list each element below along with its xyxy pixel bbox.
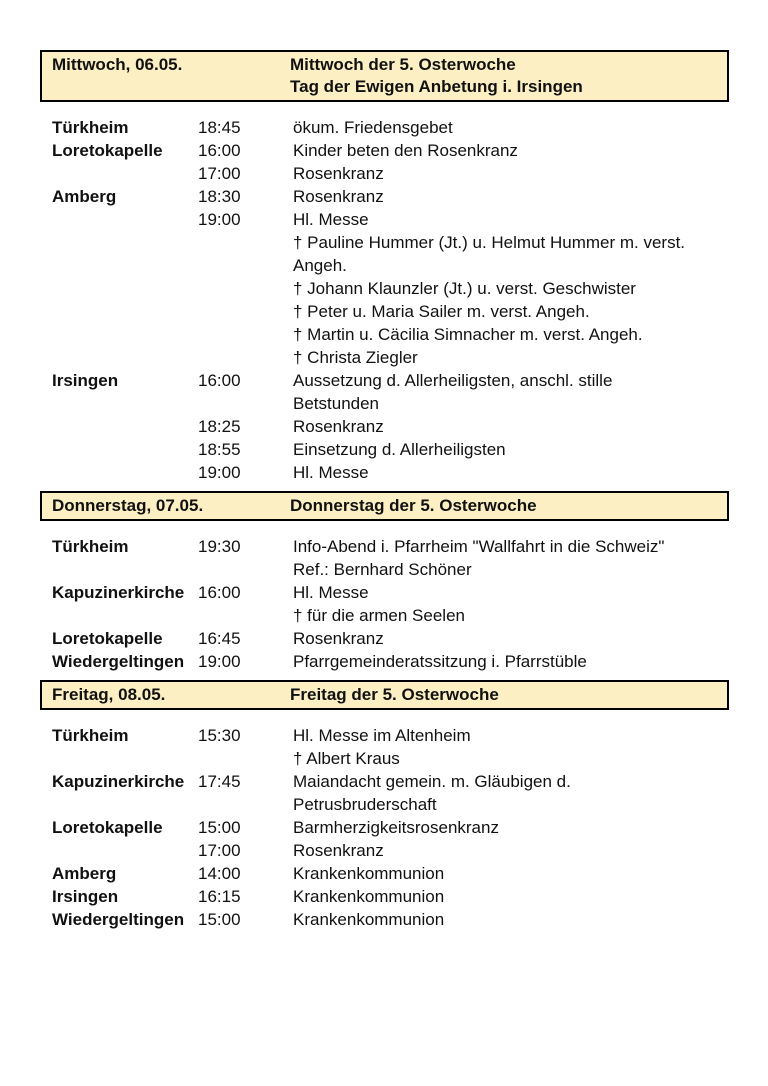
- location-cell: Türkheim: [52, 726, 129, 745]
- time-cell: 17:00: [198, 841, 241, 860]
- location-cell: Kapuzinerkirche: [52, 772, 185, 791]
- day-title-line: Tag der Ewigen Anbetung i. Irsingen: [290, 77, 583, 96]
- time-cell: 19:00: [198, 463, 241, 482]
- description-line: Barmherzigkeitsrosenkranz: [293, 818, 499, 837]
- description-line: Info-Abend i. Pfarrheim "Wallfahrt in die Schweiz": [293, 537, 665, 556]
- time-cell: 18:45: [198, 118, 241, 137]
- description-cell: [293, 839, 729, 862]
- schedule-row: [40, 162, 729, 185]
- time-cell: 16:00: [198, 141, 241, 160]
- location-cell: [52, 438, 198, 461]
- schedule-sections: [40, 50, 729, 931]
- time-cell: 14:00: [198, 864, 241, 883]
- description-cell: [293, 162, 729, 185]
- day-title-line: Mittwoch der 5. Osterwoche: [290, 55, 516, 74]
- day-title: [290, 54, 717, 98]
- description-cell: [293, 770, 729, 816]
- description-line: Pfarrgemeinderatssitzung i. Pfarrstüble: [293, 652, 587, 671]
- day-title-line: Donnerstag der 5. Osterwoche: [290, 496, 537, 515]
- location-cell: Türkheim: [52, 118, 129, 137]
- description-cell: [293, 581, 729, 627]
- schedule-row: [40, 581, 729, 627]
- description-cell: [293, 415, 729, 438]
- location-cell: Wiedergeltingen: [52, 910, 185, 929]
- schedule-row: [40, 885, 729, 908]
- schedule-row: [40, 116, 729, 139]
- description-line: † Martin u. Cäcilia Simnacher m. verst. Angeh.: [293, 325, 643, 344]
- schedule-row: [40, 185, 729, 208]
- description-line: Rosenkranz: [293, 187, 384, 206]
- description-line: Krankenkommunion: [293, 864, 445, 883]
- day-header-bar: [40, 491, 729, 521]
- schedule-row: [40, 627, 729, 650]
- time-cell: 16:00: [198, 583, 241, 602]
- description-cell: [293, 724, 729, 770]
- description-cell: [293, 650, 729, 673]
- description-line: Angeh.: [293, 256, 347, 275]
- description-cell: [293, 438, 729, 461]
- day-date: Donnerstag, 07.05.: [52, 496, 204, 515]
- schedule-row: [40, 415, 729, 438]
- description-cell: [293, 139, 729, 162]
- description-cell: [293, 627, 729, 650]
- description-cell: [293, 461, 729, 484]
- description-line: Rosenkranz: [293, 841, 384, 860]
- location-cell: Irsingen: [52, 371, 119, 390]
- day-section: [40, 50, 729, 484]
- schedule-row: [40, 839, 729, 862]
- description-line: Rosenkranz: [293, 417, 384, 436]
- description-line: † Pauline Hummer (Jt.) u. Helmut Hummer m. verst.: [293, 233, 686, 252]
- description-line: † Peter u. Maria Sailer m. verst. Angeh.: [293, 302, 590, 321]
- schedule-row: [40, 535, 729, 581]
- day-entries: [40, 724, 729, 931]
- day-section: [40, 680, 729, 931]
- description-line: Kinder beten den Rosenkranz: [293, 141, 518, 160]
- time-cell: 19:30: [198, 537, 241, 556]
- location-cell: [52, 839, 198, 862]
- time-cell: 15:00: [198, 910, 241, 929]
- schedule-row: [40, 139, 729, 162]
- schedule-row: [40, 438, 729, 461]
- day-title: [290, 495, 717, 517]
- description-cell: [293, 208, 729, 369]
- day-title: [290, 684, 717, 706]
- time-cell: 17:45: [198, 772, 241, 791]
- location-cell: Wiedergeltingen: [52, 652, 185, 671]
- description-line: Hl. Messe: [293, 210, 369, 229]
- location-cell: Irsingen: [52, 887, 119, 906]
- day-date: Freitag, 08.05.: [52, 685, 166, 704]
- location-cell: [52, 461, 198, 484]
- description-cell: [293, 369, 729, 415]
- schedule-row: [40, 650, 729, 673]
- time-cell: 17:00: [198, 164, 241, 183]
- schedule-row: [40, 816, 729, 839]
- schedule-row: [40, 461, 729, 484]
- time-cell: 18:55: [198, 440, 241, 459]
- time-cell: 15:00: [198, 818, 241, 837]
- schedule-row: [40, 208, 729, 369]
- description-line: Hl. Messe: [293, 583, 369, 602]
- time-cell: 19:00: [198, 652, 241, 671]
- description-line: Rosenkranz: [293, 164, 384, 183]
- time-cell: 19:00: [198, 210, 241, 229]
- location-cell: [52, 415, 198, 438]
- location-cell: Türkheim: [52, 537, 129, 556]
- location-cell: Loretokapelle: [52, 141, 163, 160]
- description-line: † für die armen Seelen: [293, 606, 465, 625]
- schedule-row: [40, 770, 729, 816]
- time-cell: 16:15: [198, 887, 241, 906]
- description-cell: [293, 116, 729, 139]
- location-cell: Amberg: [52, 187, 117, 206]
- day-title-line: Freitag der 5. Osterwoche: [290, 685, 499, 704]
- day-header-bar: [40, 680, 729, 710]
- description-cell: [293, 185, 729, 208]
- day-section: [40, 491, 729, 673]
- description-line: Einsetzung d. Allerheiligsten: [293, 440, 506, 459]
- time-cell: 15:30: [198, 726, 241, 745]
- time-cell: 16:45: [198, 629, 241, 648]
- description-line: Hl. Messe: [293, 463, 369, 482]
- description-line: Maiandacht gemein. m. Gläubigen d.: [293, 772, 571, 791]
- description-cell: [293, 535, 729, 581]
- time-cell: 16:00: [198, 371, 241, 390]
- description-line: † Christa Ziegler: [293, 348, 418, 367]
- day-entries: [40, 116, 729, 484]
- location-cell: [52, 208, 198, 369]
- day-date: Mittwoch, 06.05.: [52, 55, 183, 74]
- location-cell: Kapuzinerkirche: [52, 583, 185, 602]
- schedule-row: [40, 862, 729, 885]
- location-cell: Amberg: [52, 864, 117, 883]
- description-line: Betstunden: [293, 394, 380, 413]
- location-cell: Loretokapelle: [52, 629, 163, 648]
- description-line: Rosenkranz: [293, 629, 384, 648]
- description-line: Petrusbruderschaft: [293, 795, 437, 814]
- day-entries: [40, 535, 729, 673]
- description-line: † Albert Kraus: [293, 749, 400, 768]
- schedule-row: [40, 724, 729, 770]
- schedule-row: [40, 908, 729, 931]
- time-cell: 18:30: [198, 187, 241, 206]
- description-line: Ref.: Bernhard Schöner: [293, 560, 472, 579]
- description-line: † Johann Klaunzler (Jt.) u. verst. Geschwister: [293, 279, 636, 298]
- description-line: ökum. Friedensgebet: [293, 118, 453, 137]
- schedule-row: [40, 369, 729, 415]
- description-line: Krankenkommunion: [293, 910, 445, 929]
- description-cell: [293, 908, 729, 931]
- location-cell: [52, 162, 198, 185]
- description-line: Krankenkommunion: [293, 887, 445, 906]
- day-header-bar: [40, 50, 729, 102]
- description-line: Hl. Messe im Altenheim: [293, 726, 471, 745]
- time-cell: 18:25: [198, 417, 241, 436]
- description-cell: [293, 862, 729, 885]
- location-cell: Loretokapelle: [52, 818, 163, 837]
- description-cell: [293, 816, 729, 839]
- description-cell: [293, 885, 729, 908]
- description-line: Aussetzung d. Allerheiligsten, anschl. stille: [293, 371, 613, 390]
